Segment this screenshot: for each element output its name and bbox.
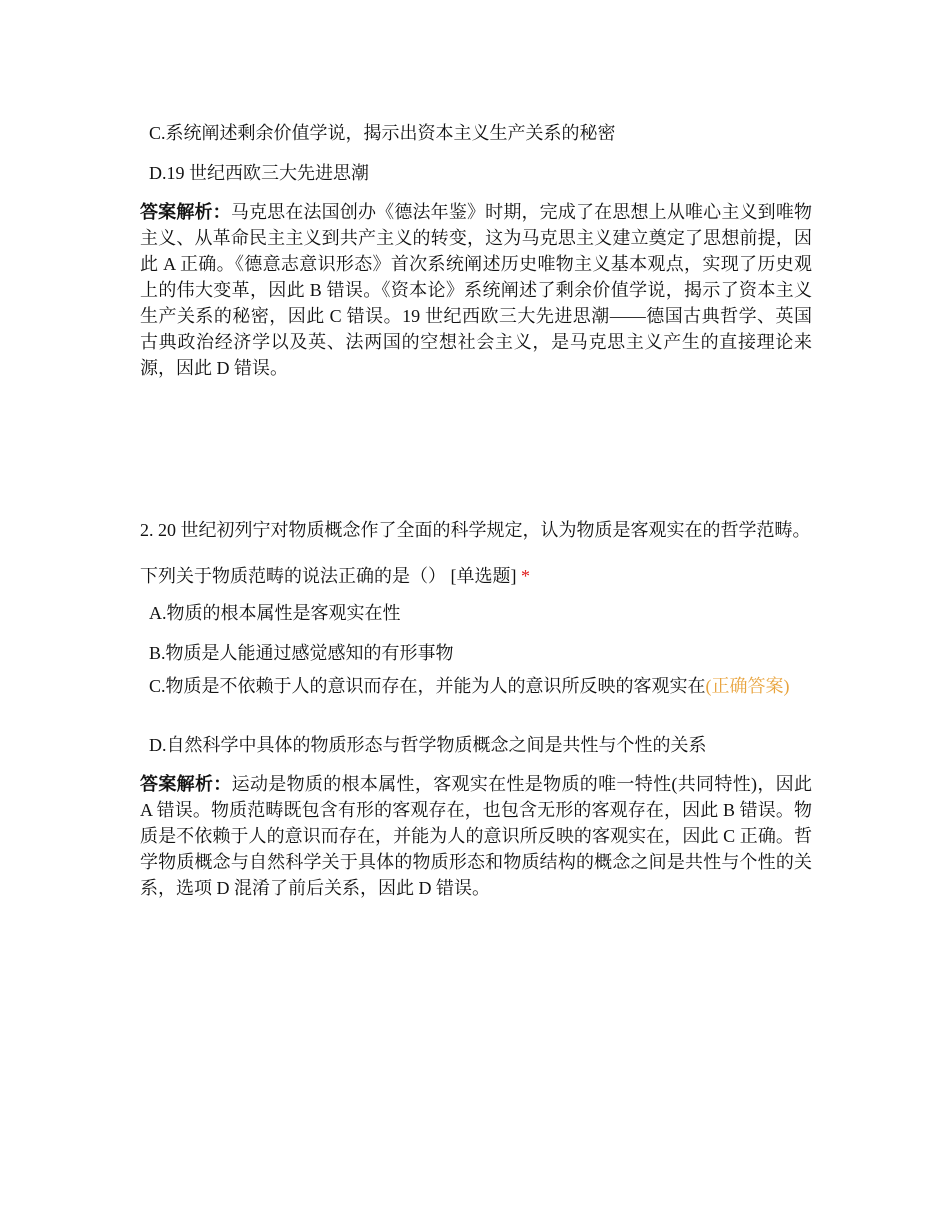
q2-analysis-label: 答案解析： [140,774,232,794]
q1-option-d-text: D.19 世纪西欧三大先进思潮 [149,163,369,183]
q2-analysis [140,771,812,901]
q1-analysis [140,199,812,381]
q1-option-c[interactable] [149,120,799,146]
q2-option-b-text: B.物质是人能通过感觉感知的有形事物 [149,643,454,663]
q2-option-c-text: C.物质是不依赖于人的意识而存在，并能为人的意识所反映的客观实在 [149,676,706,696]
q2-option-d-text: D.自然科学中具体的物质形态与哲学物质概念之间是共性与个性的关系 [149,735,707,755]
q2-option-a[interactable] [149,600,799,626]
correct-answer-tag: (正确答案) [705,676,790,696]
q2-question-text: 2. 20 世纪初列宁对物质概念作了全面的科学规定，认为物质是客观实在的哲学范畴。下列关于物质范畴的说法正确的是（） [单选题] [140,520,811,586]
q2-option-d[interactable] [149,732,799,758]
q2-analysis-text: 运动是物质的根本属性，客观实在性是物质的唯一特性(共同特性)，因此 A 错误。物质范畴既包含有形的客观存在，也包含无形的客观存在，因此 B 错误。物质是不依赖于人的意识而存在，并能为人的意识所反映的客观实在，因此 C 正确。哲学物质概念与自然科学关于具体的物质形态和物质结构的概念之间是共性与个性的关系，选项 D 混淆了前后关系，因此 D 错误。 [140,774,812,898]
q2-question [140,507,812,599]
q1-analysis-text: 马克思在法国创办《德法年鉴》时期，完成了在思想上从唯心主义到唯物主义、从革命民主主义到共产主义的转变，这为马克思主义建立奠定了思想前提，因此 A 正确。《德意志意识形态》首次系统阐述历史唯物主义基本观点，实现了历史观上的伟大变革，因此 B 错误。《资本论》系统阐述了剩余价值学说，揭示了资本主义生产关系的秘密，因此 C 错误。19 世纪西欧三大先进思潮——德国古典哲学、英国古典政治经济学以及英、法两国的空想社会主义，是马克思主义产生的直接理论来源，因此 D 错误。 [140,202,813,378]
q2-option-c[interactable] [149,673,799,699]
q2-option-a-text: A.物质的根本属性是客观实在性 [149,603,401,623]
q1-analysis-label: 答案解析： [140,202,231,222]
required-mark: * [521,566,530,586]
q2-option-b[interactable] [149,640,799,666]
q1-option-d[interactable] [149,160,799,186]
q1-option-c-text: C.系统阐述剩余价值学说，揭示出资本主义生产关系的秘密 [149,123,616,143]
